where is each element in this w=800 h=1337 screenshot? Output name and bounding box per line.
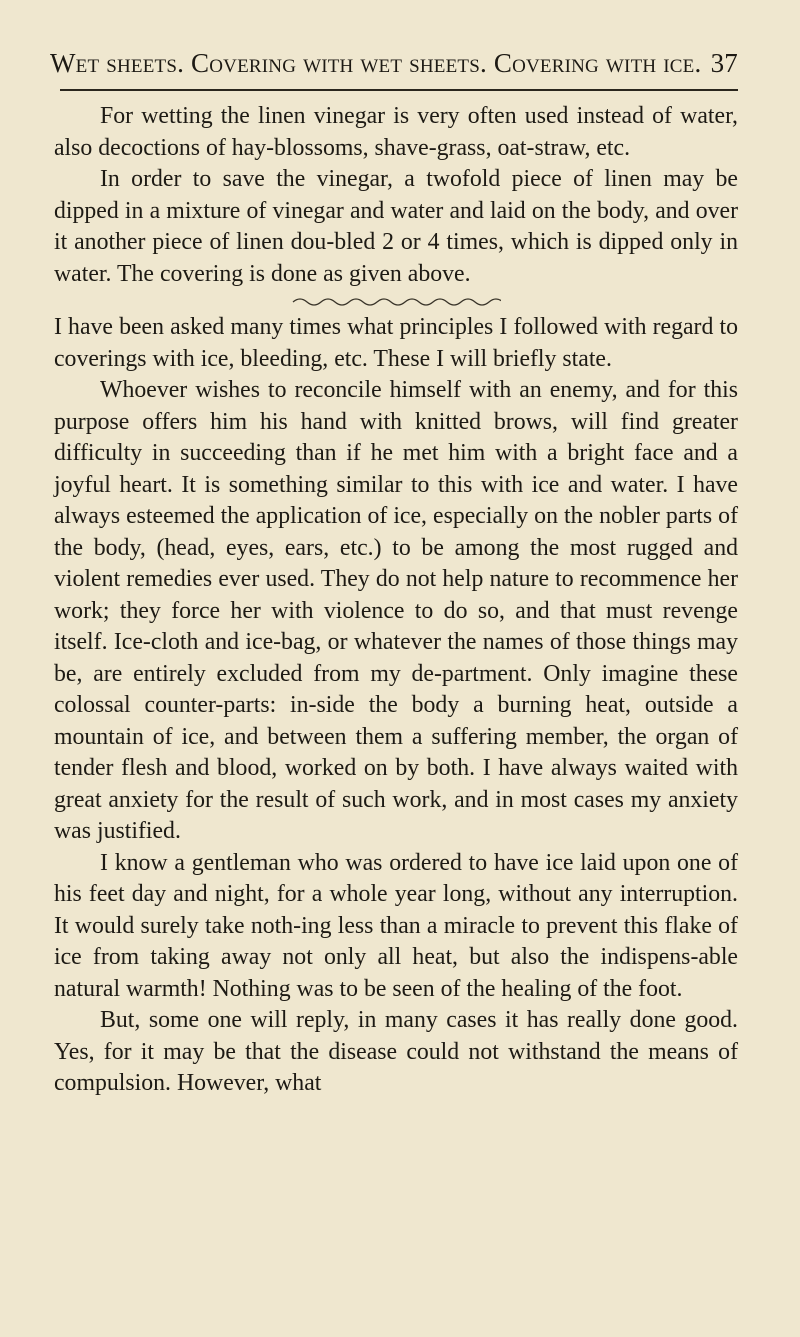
body-text <box>54 101 738 1100</box>
paragraph: I know a gentleman who was ordered to have ice laid upon one of his feet day and night, for a whole year long, without any interruption. It would surely take noth-ing less than a miracle to prevent this flake of ice from taking away not only all heat, but also the indispens-able natural warmth! Nothing was to be seen of the healing of the foot. <box>54 849 738 1002</box>
paragraph: I have been asked many times what principles I followed with regard to coverings with ice, bleeding, etc. These I will briefly state. <box>54 314 738 372</box>
running-head <box>50 50 738 77</box>
page-number: 37 <box>710 48 738 78</box>
paragraph: Whoever wishes to reconcile himself with an enemy, and for this purpose offers him his hand with knitted brows, will find greater difficulty in succeeding than if he met him with a bright face and a joyful heart. It is something similar to this with ice and water. I have always esteemed the application of ice, especially on the nobler parts of the body, (head, eyes, ears, etc.) to be among the most rugged and violent remedies ever used. They do not help nature to recommence her work; they force her with violence to do so, and that must revenge itself. Ice-cloth and ice-bag, or whatever the names of those things may be, are entirely excluded from my de-partment. Only imagine these colossal counter-parts: in-side the body a burning heat, outside a mountain of ice, and between them a suffering member, the organ of tender flesh and blood, worked on by both. I have always waited with great anxiety for the result of such work, and in most cases my anxiety was justified. <box>54 377 738 844</box>
paragraph: But, some one will reply, in many cases it has really done good. Yes, for it may be that the disease could not withstand the means of compulsion. However, what <box>54 1007 738 1096</box>
header-rule <box>60 89 738 91</box>
wavy-divider-ornament <box>291 296 501 308</box>
paragraph: In order to save the vinegar, a twofold piece of linen may be dipped in a mixture of vinegar and water and laid on the body, and over it another piece of linen dou-bled 2 or 4 times, which is dipped only in water. The covering is done as given above. <box>54 166 738 287</box>
running-title: Wet sheets. Covering with wet sheets. Covering with ice. <box>50 48 702 78</box>
paragraph: For wetting the linen vinegar is very often used instead of water, also decoctions of hay-blossoms, shave-grass, oat-straw, etc. <box>54 103 738 161</box>
